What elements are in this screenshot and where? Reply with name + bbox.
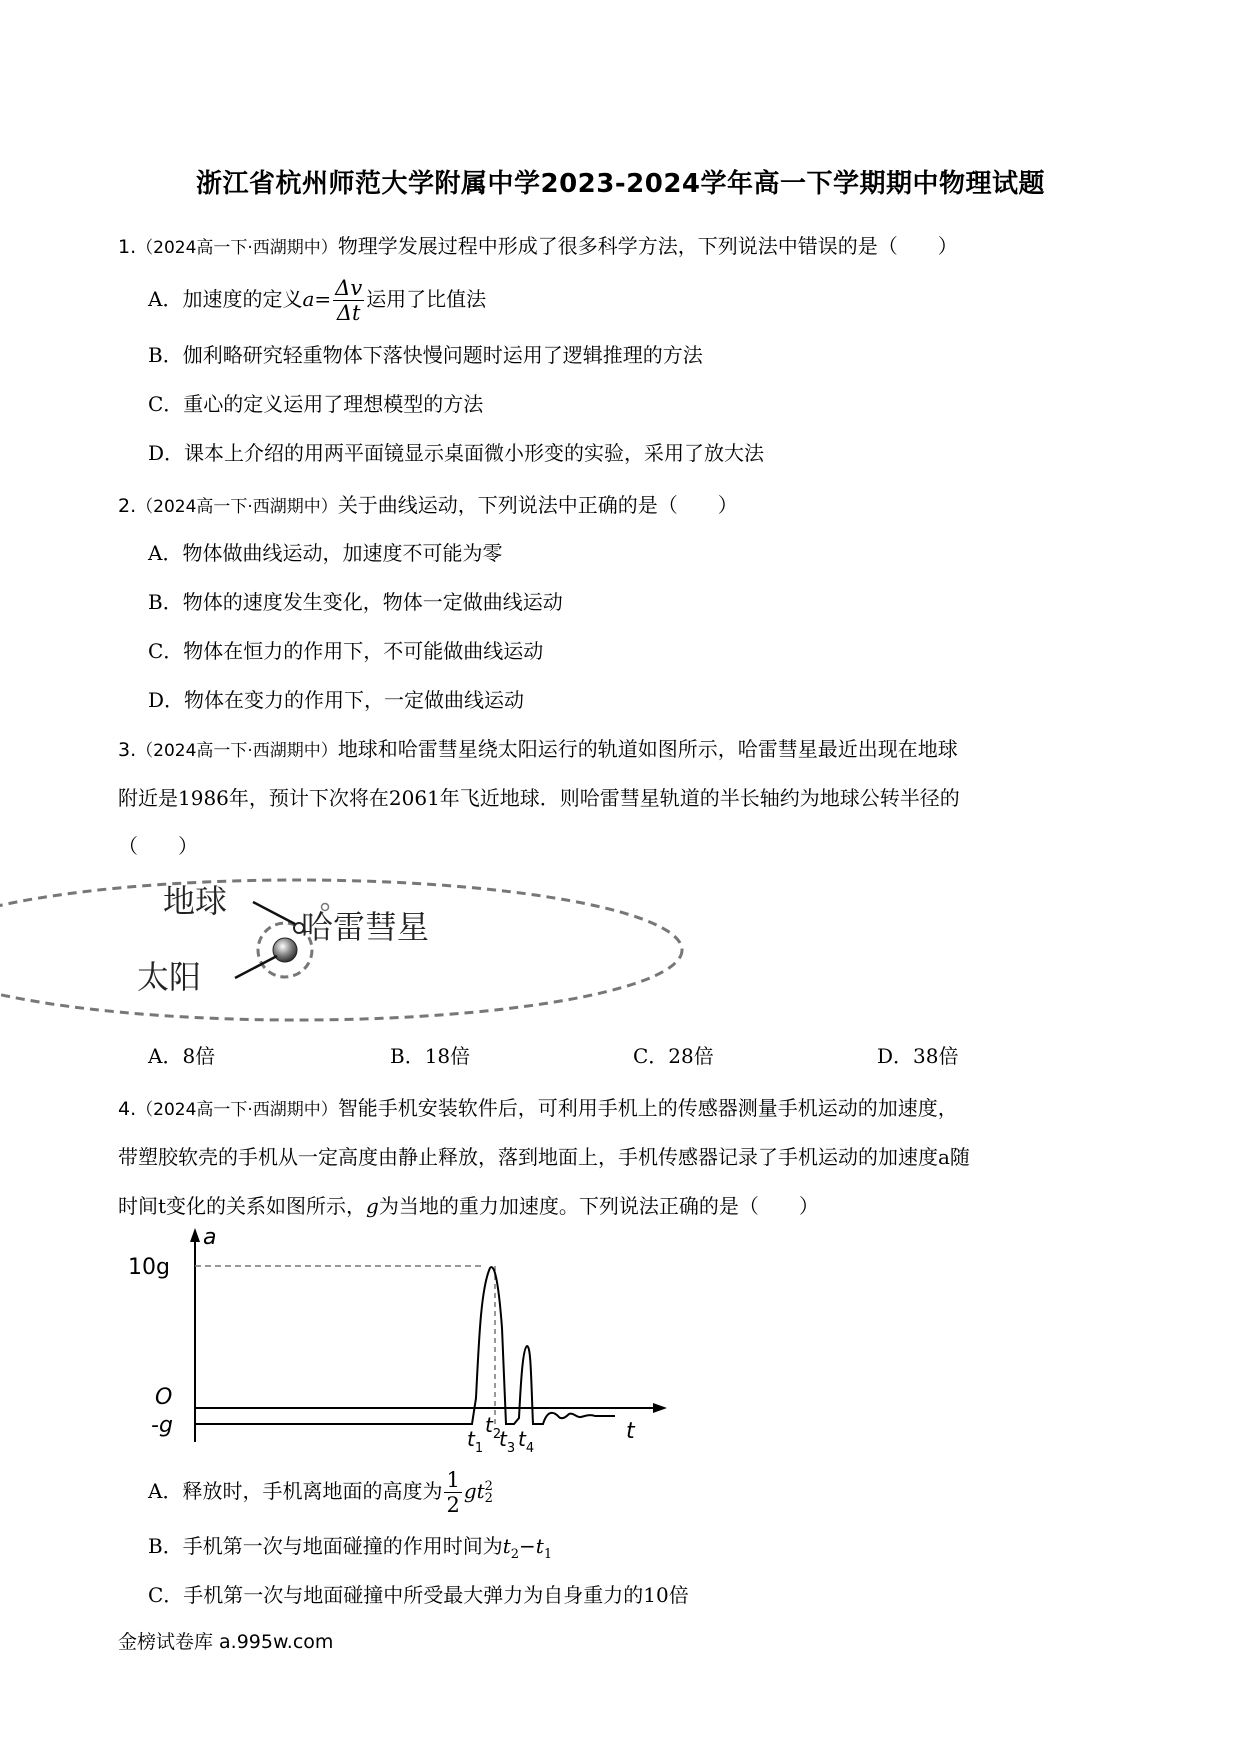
question-source: （2024高一下·西湖期中） xyxy=(136,741,338,761)
t4-label: $t_4$ xyxy=(518,1427,535,1456)
question-2-stem xyxy=(118,489,738,518)
question-2-option-b: B．物体的速度发生变化，物体一定做曲线运动 xyxy=(148,590,563,614)
question-text: 地球和哈雷彗星绕太阳运行的轨道如图所示，哈雷彗星最近出现在地球 xyxy=(337,737,958,761)
t3-label: $t_3$ xyxy=(499,1427,516,1456)
neg-g-label: -g xyxy=(151,1413,173,1438)
question-number: 2. xyxy=(118,495,137,517)
halley-orbit-diagram xyxy=(137,860,795,1020)
question-text: 智能手机安装软件后，可利用手机上的传感器测量手机运动的加速度， xyxy=(337,1096,958,1120)
question-text: 物理学发展过程中形成了很多科学方法，下列说法中错误的是（ ） xyxy=(337,234,958,258)
x-axis-label: t xyxy=(626,1419,635,1444)
question-number: 1. xyxy=(118,236,137,258)
t2-label: $t_2$ xyxy=(485,1413,502,1442)
sun-pointer xyxy=(235,956,277,978)
question-2-option-c: C．物体在恒力的作用下，不可能做曲线运动 xyxy=(148,639,544,663)
question-1-stem xyxy=(118,230,958,259)
question-4-stem xyxy=(118,1092,958,1121)
question-source: （2024高一下·西湖期中） xyxy=(136,238,338,258)
question-3-stem xyxy=(118,733,958,762)
question-3-option-c: C．28倍 xyxy=(633,1044,714,1068)
t1-label: $t_1$ xyxy=(467,1427,484,1456)
y-axis-label: a xyxy=(203,1225,217,1250)
question-1-option-c: C．重心的定义运用了理想模型的方法 xyxy=(148,392,484,416)
fraction: $\frac{1}{2}$ xyxy=(446,1468,460,1517)
page-title: 浙江省杭州师范大学附属中学2023-2024学年高一下学期期中物理试题 xyxy=(195,169,1046,199)
question-source: （2024高一下·西湖期中） xyxy=(136,497,338,517)
question-3-option-d: D．38倍 xyxy=(877,1044,959,1068)
question-2-option-d: D．物体在变力的作用下，一定做曲线运动 xyxy=(148,688,525,712)
acceleration-time-graph xyxy=(128,1225,675,1456)
question-2-option-a: A．物体做曲线运动，加速度不可能为零 xyxy=(148,541,503,565)
question-3-option-b: B．18倍 xyxy=(390,1044,471,1068)
question-1-option-a: A．加速度的定义a= $\frac{\Delta v}{\Delta t}$ 运用了比值法 xyxy=(148,276,487,325)
sun-icon xyxy=(273,938,297,962)
fraction: $\frac{\Delta v}{\Delta t}$ xyxy=(335,276,363,325)
question-source: （2024高一下·西湖期中） xyxy=(136,1100,338,1120)
question-3-stem-line2: 附近是1986年，预计下次将在2061年飞近地球．则哈雷彗星轨道的半长轴约为地球公转半径的 xyxy=(118,786,960,810)
question-4-stem-line3: 时间t变化的关系如图所示，g为当地的重力加速度。下列说法正确的是（ ） xyxy=(118,1194,819,1218)
question-3-stem-line3: （ ） xyxy=(118,834,198,858)
earth-label: 地球 xyxy=(163,882,228,920)
question-4-option-c: C．手机第一次与地面碰撞中所受最大弹力为自身重力的10倍 xyxy=(148,1583,689,1607)
question-number: 4. xyxy=(118,1098,137,1120)
question-3-option-a: A．8倍 xyxy=(148,1044,216,1068)
acceleration-curve xyxy=(195,1267,615,1424)
question-number: 3. xyxy=(118,739,137,761)
y-axis-arrow xyxy=(190,1228,200,1242)
question-1-option-d: D．课本上介绍的用两平面镜显示桌面微小形变的实验，采用了放大法 xyxy=(148,441,765,465)
question-4-option-a: A．释放时，手机离地面的高度为 $\frac{1}{2}$ gt 2 2 xyxy=(148,1468,493,1517)
origin-label: O xyxy=(155,1385,173,1410)
footer-watermark: 金榜试卷库 a.995w.com xyxy=(118,1631,334,1653)
sun-label: 太阳 xyxy=(137,958,202,996)
question-4-option-b: B．手机第一次与地面碰撞的作用时间为$t_2-t_1$ xyxy=(148,1534,553,1562)
question-4-stem-line2: 带塑胶软壳的手机从一定高度由静止释放，落到地面上，手机传感器记录了手机运动的加速度a随 xyxy=(118,1145,970,1169)
comet-label: 哈雷彗星 xyxy=(301,908,430,946)
10g-label: 10g xyxy=(128,1255,170,1280)
comet-orbit xyxy=(0,880,682,1020)
question-text: 关于曲线运动，下列说法中正确的是（ ） xyxy=(337,493,738,517)
earth-pointer xyxy=(253,902,295,924)
question-1-option-b: B．伽利略研究轻重物体下落快慢问题时运用了逻辑推理的方法 xyxy=(148,343,703,367)
x-axis-arrow xyxy=(653,1403,667,1413)
